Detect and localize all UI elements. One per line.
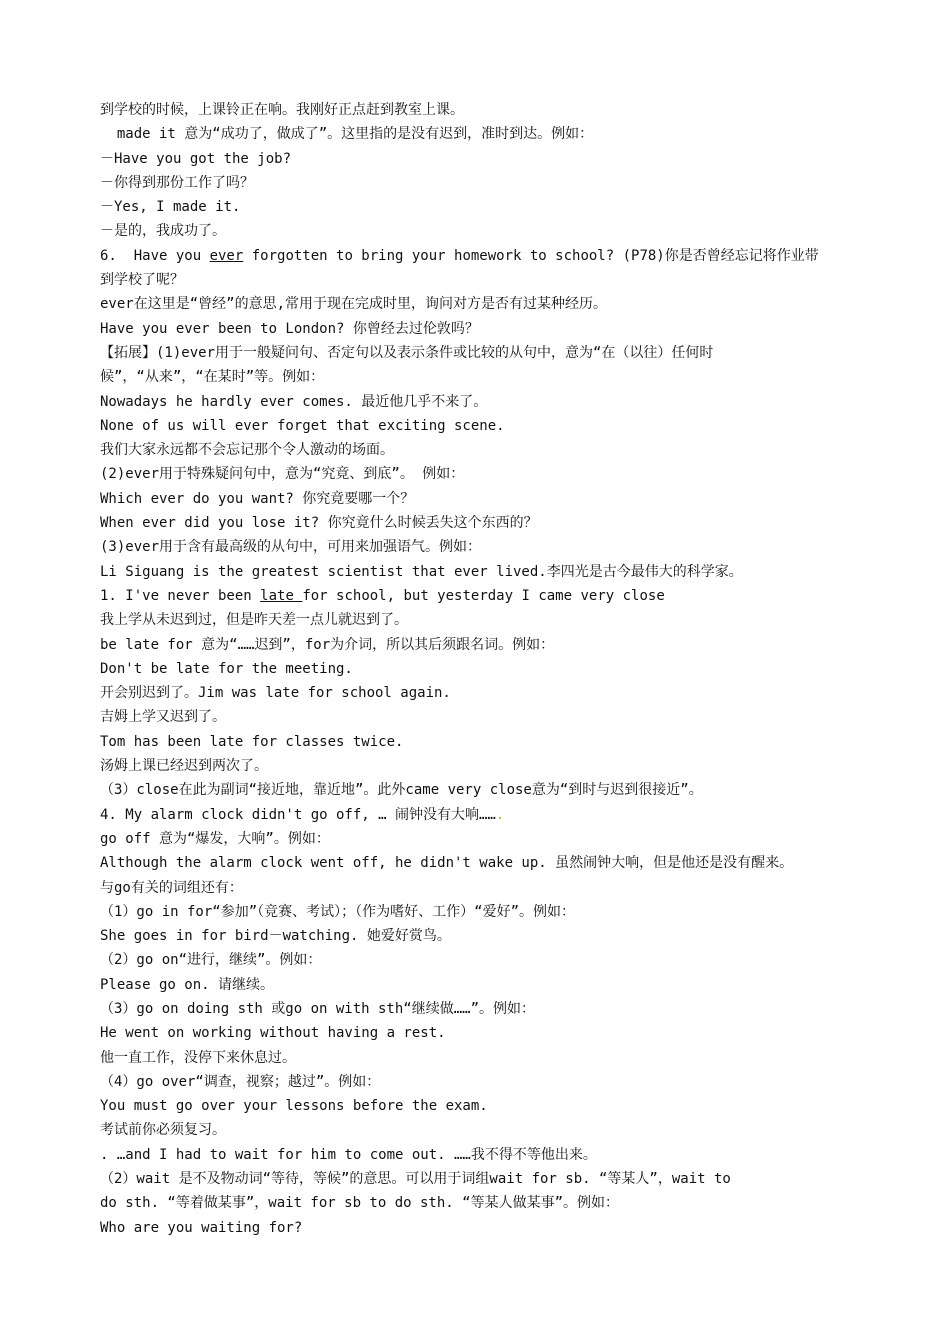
line-text: 6. Have you	[100, 247, 210, 264]
text-line: Nowadays he hardly ever comes. 最近他几乎不来了。	[100, 393, 488, 410]
text-line: （4）go over“调查，视察；越过”。例如：	[100, 1073, 381, 1090]
text-line: Which ever do you want? 你究竟要哪一个？	[100, 490, 415, 507]
text-line: 我们大家永远都不会忘记那个令人激动的场面。	[100, 442, 394, 459]
text-line: 考试前你必须复习。	[100, 1122, 226, 1139]
text-line	[100, 803, 860, 827]
text-line: Although the alarm clock went off, he didn't wake up. 虽然闹钟大响，但是他还是没有醒来。	[100, 855, 794, 872]
text-line: 他一直工作，没停下来休息过。	[100, 1049, 296, 1066]
text-line: 到学校了呢？	[100, 272, 184, 289]
line-mark: .	[495, 806, 505, 823]
line-text: 1. I've never been	[100, 587, 261, 604]
text-line: When ever did you lose it? 你究竟什么时候丢失这个东西的？	[100, 515, 538, 532]
text-line: (3)ever用于含有最高级的从句中，可用来加强语气。例如：	[100, 539, 481, 556]
text-line: be late for 意为“……迟到”，for为介词，所以其后须跟名词。例如：	[100, 636, 555, 653]
text-line: Please go on. 请继续。	[100, 976, 275, 993]
document-body	[100, 98, 860, 1240]
text-line: . …and I had to wait for him to come out. ……我不得不等他出来。	[100, 1146, 597, 1163]
text-line: （2）go on“进行，继续”。例如：	[100, 952, 322, 969]
text-line: －Yes, I made it.	[100, 199, 241, 216]
text-line: Tom has been late for classes twice.	[100, 733, 404, 750]
text-line: 【拓展】(1)ever用于一般疑问句、否定句以及表示条件或比较的从句中，意为“在（以往）任何时	[100, 344, 714, 361]
text-line: （3）go on doing sth 或go on with sth“继续做……”。例如：	[100, 1000, 536, 1017]
text-line: －是的，我成功了。	[100, 223, 226, 240]
text-line: go off 意为“爆发，大响”。例如：	[100, 830, 330, 847]
underlined-word: ever	[209, 247, 244, 264]
text-line: －你得到那份工作了吗？	[100, 174, 254, 191]
text-line	[100, 244, 860, 268]
text-line: ever在这里是“曾经”的意思,常用于现在完成时里，询问对方是否有过某种经历。	[100, 296, 607, 313]
line-text: forgotten to bring your homework to school? (P78)你是否曾经忘记将作业带	[243, 247, 819, 264]
text-line: 到学校的时候，上课铃正在响。我刚好正点赶到教室上课。	[100, 102, 464, 118]
text-line: Have you ever been to London? 你曾经去过伦敦吗？	[100, 320, 479, 337]
text-line: Li Siguang is the greatest scientist that ever lived.李四光是古今最伟大的科学家。	[100, 563, 743, 580]
text-line: (2)ever用于特殊疑问句中，意为“究竟、到底”。 例如：	[100, 466, 465, 483]
text-line: He went on working without having a rest.	[100, 1025, 446, 1042]
text-line: Don't be late for the meeting.	[100, 660, 353, 677]
text-line: 汤姆上课已经迟到两次了。	[100, 758, 268, 775]
text-line: 候”，“从来”，“在某时”等。例如：	[100, 369, 325, 386]
text-line: You must go over your lessons before the exam.	[100, 1098, 488, 1115]
text-line: 吉姆上学又迟到了。	[100, 709, 226, 726]
underlined-word: late	[260, 587, 303, 604]
text-line	[100, 584, 860, 608]
text-line: （2）wait 是不及物动词“等待，等候”的意思。可以用于词组wait for sb. “等某人”，wait to	[100, 1171, 731, 1188]
text-line: 与go有关的词组还有：	[100, 879, 243, 896]
text-line: made it 意为“成功了，做成了”。这里指的是没有迟到，准时到达。例如：	[100, 126, 594, 143]
text-line: －Have you got the job?	[100, 150, 292, 167]
text-line: （3）close在此为副词“接近地，靠近地”。此外came very close意为“到时与迟到很接近”。	[100, 782, 703, 799]
text-line: do sth. “等着做某事”，wait for sb to do sth. “等某人做某事”。例如：	[100, 1195, 620, 1212]
text-line: 我上学从未迟到过，但是昨天差一点儿就迟到了。	[100, 612, 408, 629]
text-line: 开会别迟到了。Jim was late for school again.	[100, 685, 451, 702]
line-text: 4. My alarm clock didn't go off, … 闹钟没有大响……	[100, 806, 496, 823]
text-line: Who are you waiting for?	[100, 1219, 303, 1236]
line-text: for school, but yesterday I came very close	[302, 587, 665, 604]
text-line: She goes in for bird－watching. 她爱好赏鸟。	[100, 928, 451, 945]
text-line: （1）go in for“参加”（竞赛、考试）；（作为嗜好、工作）“爱好”。例如：	[100, 903, 576, 920]
text-line: None of us will ever forget that exciting scene.	[100, 417, 505, 434]
